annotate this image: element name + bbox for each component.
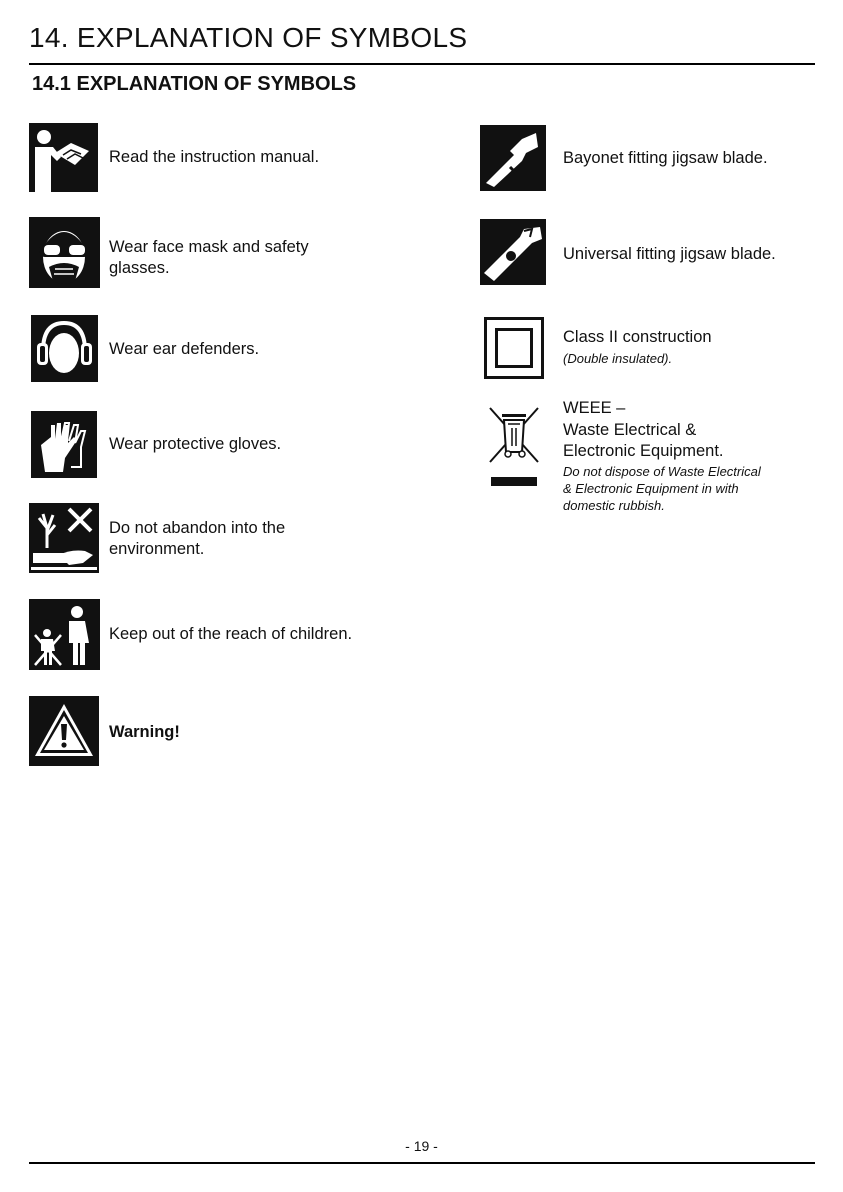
universal-blade-icon (480, 219, 546, 285)
ear-defenders-icon (31, 315, 98, 382)
warning-label: Warning! (109, 723, 180, 741)
class-ii-icon (484, 317, 544, 379)
protective-gloves-label: Wear protective gloves. (109, 435, 282, 453)
weee-title: WEEE – (563, 399, 626, 417)
protective-gloves-icon (31, 411, 97, 478)
page-title: 14. EXPLANATION OF SYMBOLS (29, 22, 468, 53)
face-mask-goggles-icon (29, 217, 100, 288)
class-ii-label: Class II construction (563, 328, 712, 346)
bayonet-blade-icon (480, 125, 546, 191)
do-not-abandon-label-line1: Do not abandon into the (109, 519, 286, 537)
warning-triangle-icon (29, 696, 99, 766)
do-not-abandon-label-line2: environment. (109, 540, 205, 558)
read-manual-icon (29, 123, 98, 192)
face-mask-label-line2: glasses. (109, 259, 170, 277)
keep-away-children-icon (29, 599, 100, 670)
class-ii-note: (Double insulated). (563, 351, 673, 366)
top-divider (29, 63, 815, 65)
bottom-divider (29, 1162, 815, 1164)
do-not-abandon-icon (29, 503, 99, 573)
universal-blade-label: Universal fitting jigsaw blade. (563, 245, 776, 263)
weee-note-line1: Do not dispose of Waste Electrical (563, 464, 761, 479)
page-number: - 19 - (405, 1138, 438, 1154)
keep-away-children-label: Keep out of the reach of children. (109, 625, 353, 643)
face-mask-label-line1: Wear face mask and safety (109, 238, 309, 256)
weee-line2: Waste Electrical & (563, 421, 697, 439)
weee-bin-icon (486, 404, 542, 490)
weee-note-line3: domestic rubbish. (563, 498, 665, 513)
weee-note-line2: & Electronic Equipment in with (563, 481, 739, 496)
weee-line3: Electronic Equipment. (563, 442, 724, 460)
section-heading: 14.1 EXPLANATION OF SYMBOLS (32, 73, 357, 95)
read-manual-label: Read the instruction manual. (109, 148, 320, 166)
ear-defenders-label: Wear ear defenders. (109, 340, 260, 358)
bayonet-blade-label: Bayonet fitting jigsaw blade. (563, 149, 768, 167)
